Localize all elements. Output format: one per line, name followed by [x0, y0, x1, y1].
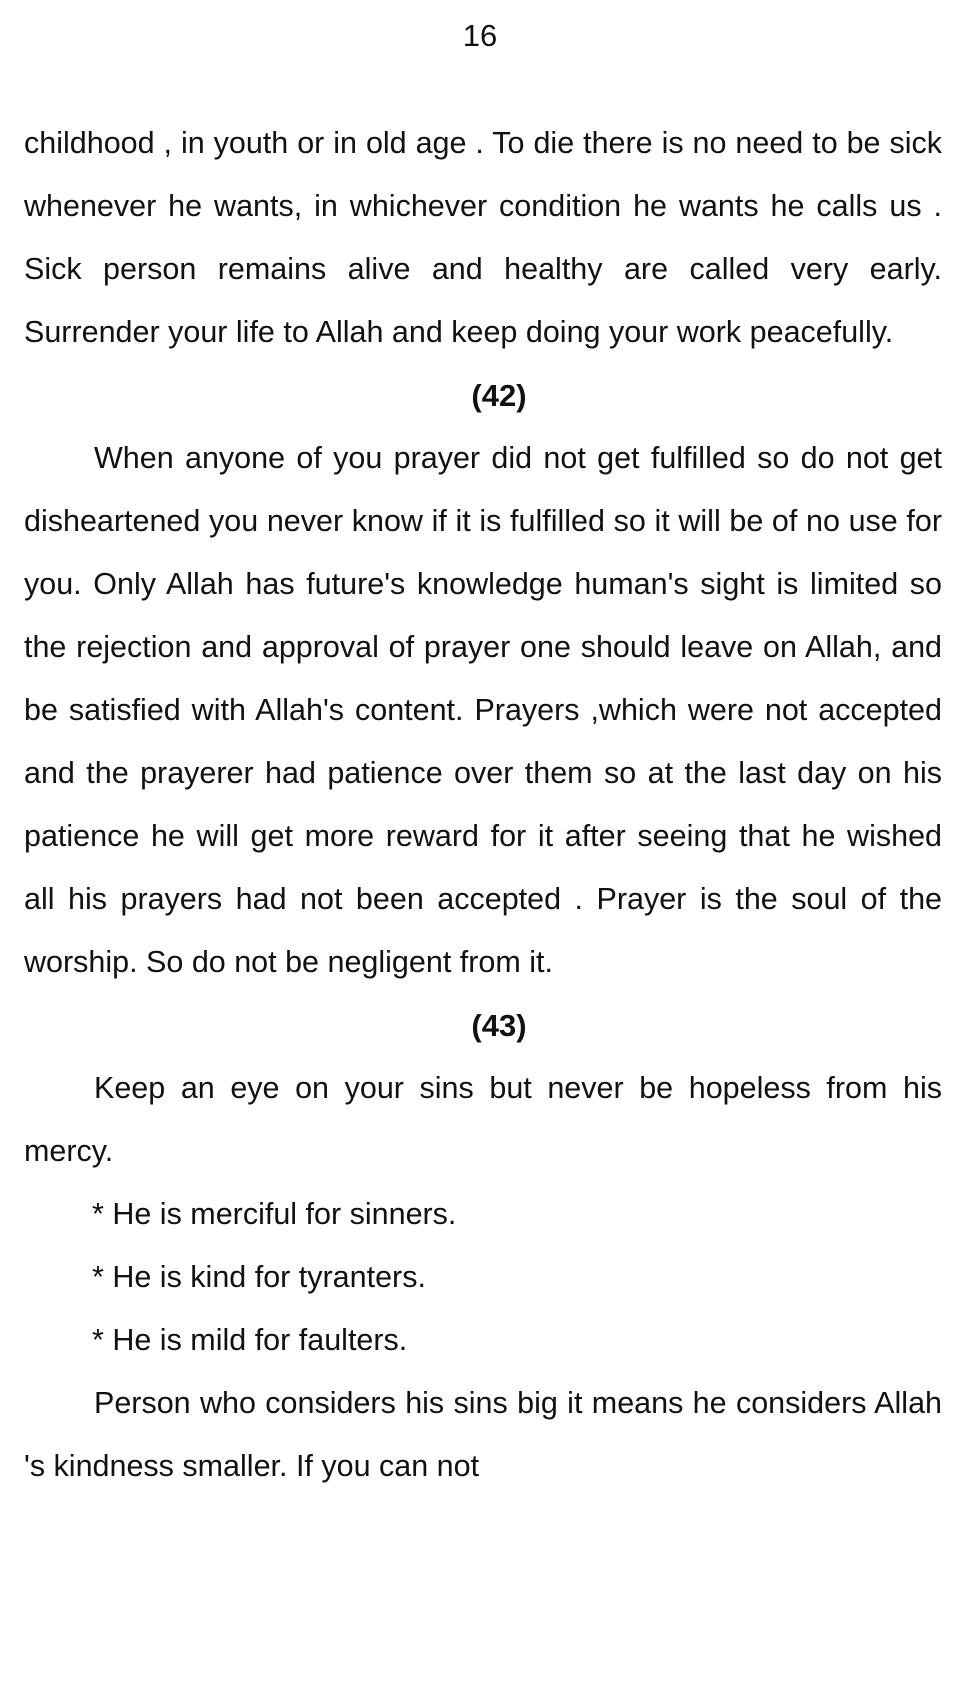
- page-body: [24, 112, 942, 1498]
- paragraph-42: When anyone of you prayer did not get fulfilled so do not get disheartened you never know if it is fulfilled so it will be of no use for you. Only Allah has future's knowledge human's sight is limited so the rejection and approval of prayer one should leave on Allah, and be satisfied with Allah's content. Prayers ,which were not accepted and the prayerer had patience over them so at the last day on his patience he will get more reward for it after seeing that he wished all his prayers had not been accepted . Prayer is the soul of the worship. So do not be negligent from it.: [24, 441, 942, 979]
- bullet-item: * He is kind for tyranters.: [92, 1260, 426, 1294]
- page-number: 16: [462, 18, 498, 53]
- section-heading-43: (43): [471, 1008, 527, 1043]
- paragraph-43-continued: Person who considers his sins big it means he considers Allah 's kindness smaller. If you can not: [24, 1386, 942, 1483]
- paragraph-43: Keep an eye on your sins but never be hopeless from his mercy.: [24, 1071, 942, 1168]
- bullet-item: * He is merciful for sinners.: [92, 1197, 457, 1231]
- bullet-item: * He is mild for faulters.: [92, 1323, 408, 1357]
- paragraph-continued: childhood , in youth or in old age . To die there is no need to be sick whenever he wants, in whichever condition he wants he calls us . Sick person remains alive and healthy are called very early. Surrender your life to Allah and keep doing your work peacefully.: [24, 126, 942, 349]
- section-heading-42: (42): [471, 378, 527, 413]
